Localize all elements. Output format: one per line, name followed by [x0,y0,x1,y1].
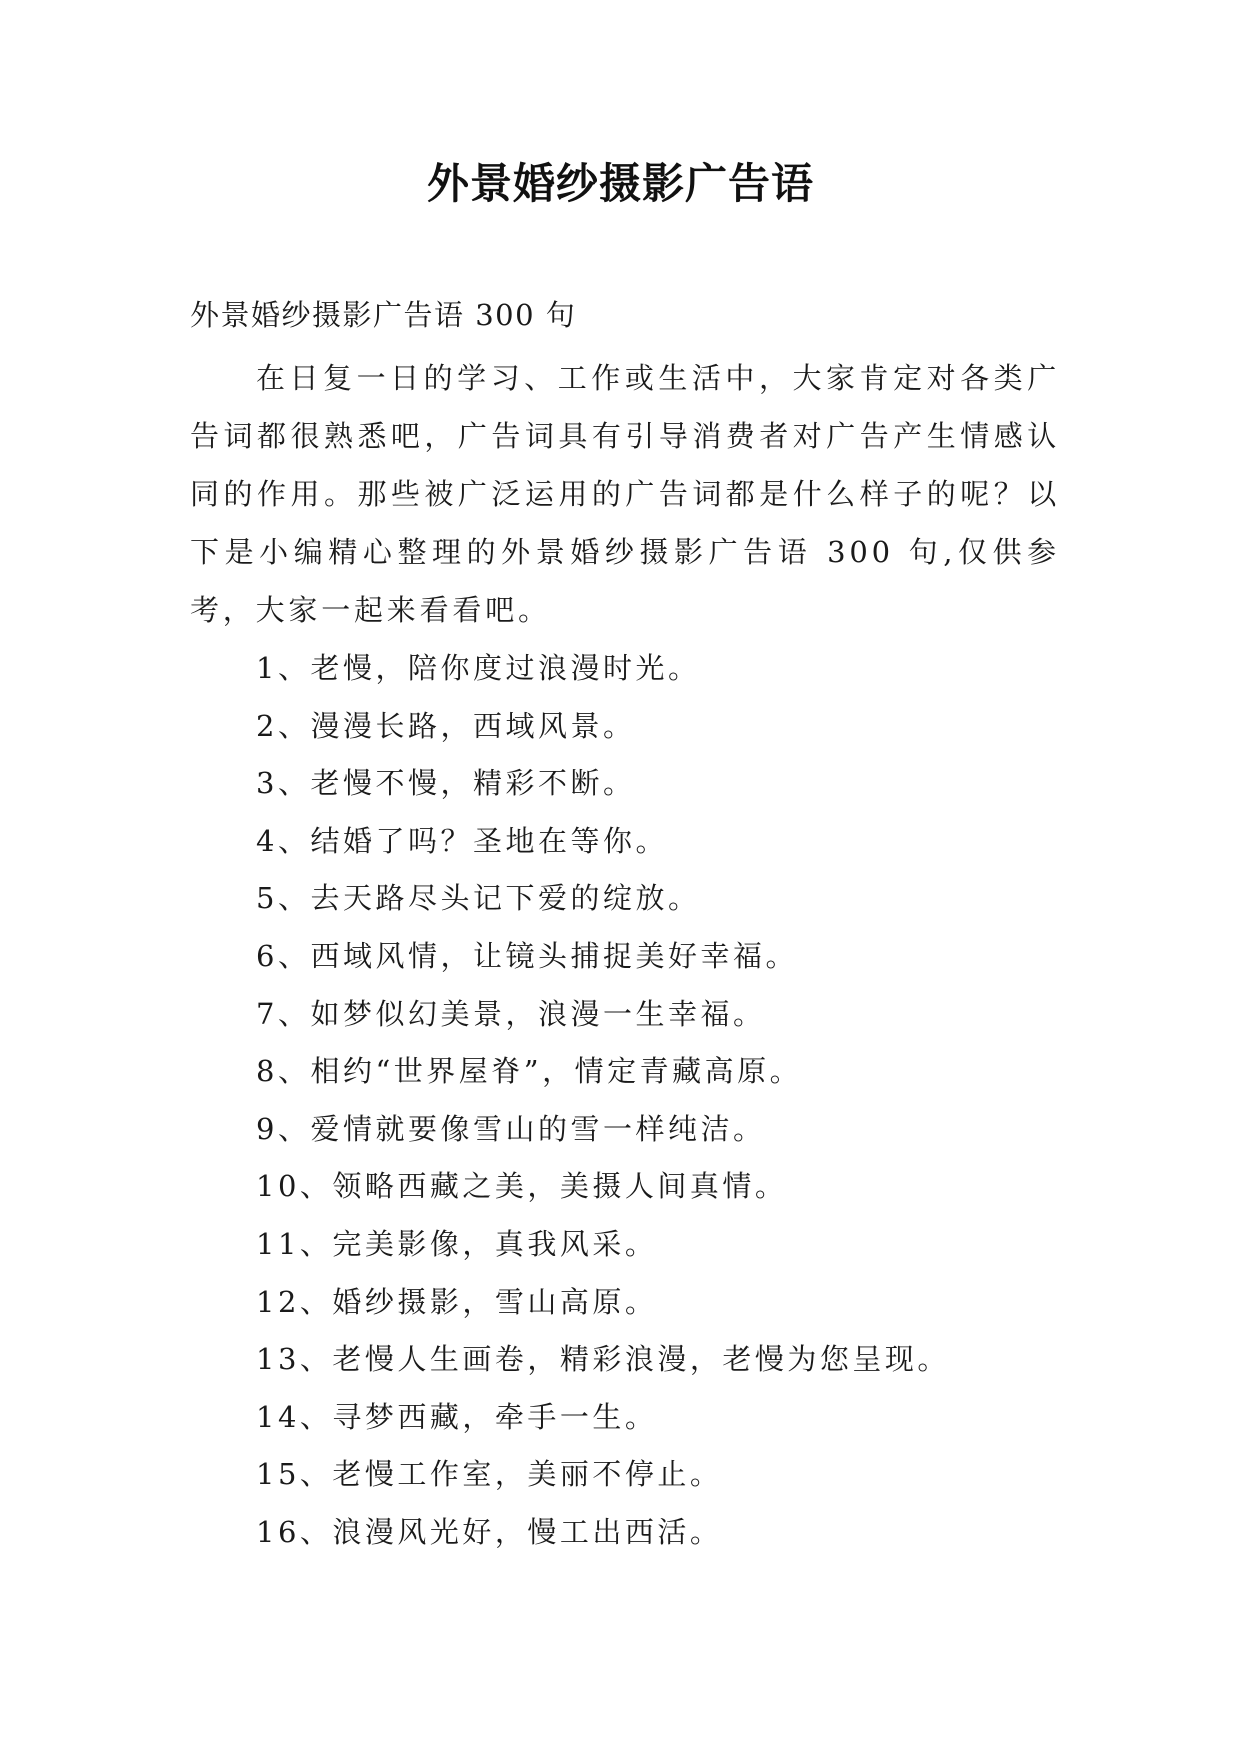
list-item: 5、去天路尽头记下爱的绽放。 [256,881,701,916]
list-item: 14、寻梦西藏，牵手一生。 [256,1399,658,1434]
list-item: 9、爱情就要像雪山的雪一样纯洁。 [256,1111,766,1146]
document-subtitle: 外景婚纱摄影广告语 300 句 [190,298,577,332]
list-item: 16、浪漫风光好，慢工出西活。 [256,1514,723,1549]
list-item: 3、老慢不慢，精彩不断。 [256,766,636,801]
list-item: 4、结婚了吗？圣地在等你。 [256,823,668,858]
list-item: 10、领略西藏之美，美摄人间真情。 [256,1169,788,1204]
list-item: 12、婚纱摄影，雪山高原。 [256,1284,658,1319]
slogan-list [256,640,950,1562]
list-item: 8、相约“世界屋脊”，情定青藏高原。 [256,1054,803,1089]
list-item: 2、漫漫长路，西域风景。 [256,708,636,743]
list-item: 7、如梦似幻美景，浪漫一生幸福。 [256,996,766,1031]
list-item: 11、完美影像，真我风采。 [256,1226,658,1261]
list-item: 13、老慢人生画卷，精彩浪漫，老慢为您呈现。 [256,1342,950,1377]
list-item: 6、西域风情，让镜头捕捉美好幸福。 [256,938,798,973]
page-title: 外景婚纱摄影广告语 [426,159,814,208]
list-item: 15、老慢工作室，美丽不停止。 [256,1457,723,1492]
list-item: 1、老慢，陪你度过浪漫时光。 [256,651,701,685]
intro-paragraph: 在日复一日的学习、工作或生活中，大家肯定对各类广告词都很熟悉吧，广告词具有引导消费者对广告产生情感认同的作用。那些被广泛运用的广告词都是什么样子的呢？以下是小编精心整理的外景婚纱摄影广告语 300 句,仅供参考，大家一起来看看吧。 [190,361,1060,627]
